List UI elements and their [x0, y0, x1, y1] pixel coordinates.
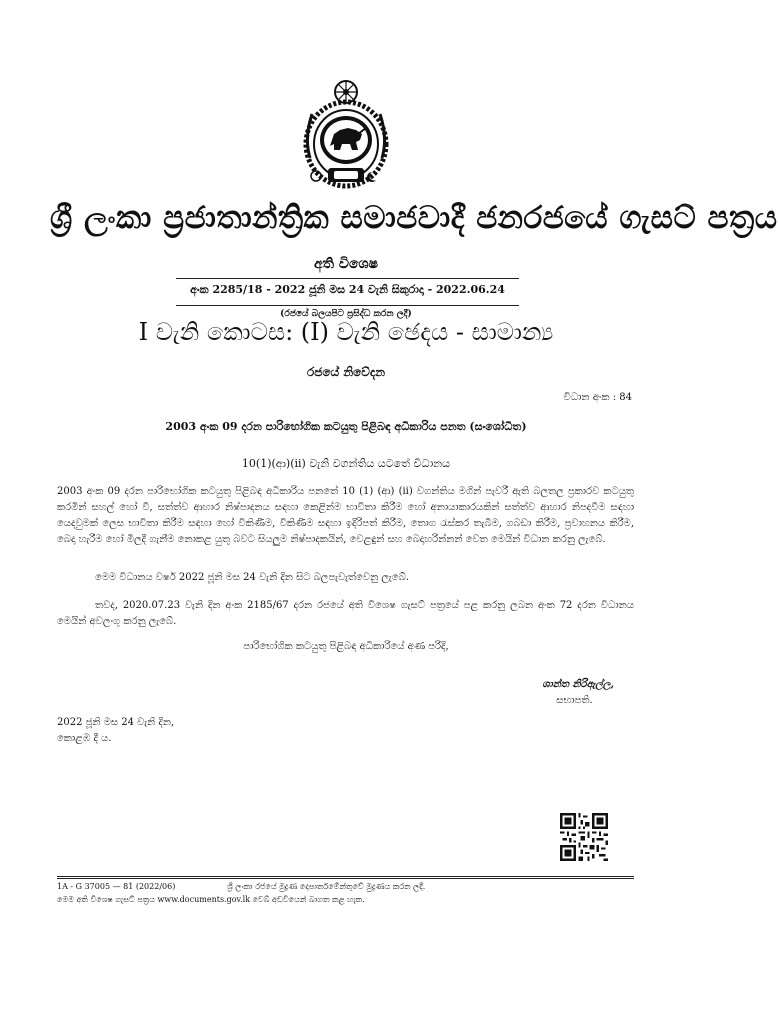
part-title: I වැනි කොටස: (I) වැනි ඡෙදය - සාමාන්‍ය — [138, 318, 554, 346]
section-reference: 10(1)(ආ)(ii) වැනි වගන්තිය යටතේ විධානය — [241, 457, 451, 470]
notice-paragraph-1: 2003 අංක 09 දරන පාරිභෝගික කටයුතු පිළිබඳ අධිකාරිය පනතේ 10 (1) (ආ) (ii) වගන්තිය මගින් පැවරී ඇති බලතල ප්‍රකාරව කටයුතු කරමින් සහල් හෝ වී, සත්ත්ව ආහාර නිෂ්පාදනය සඳහා කෙළින්ම භාවිතා කිරීම හෝ අනායාකාරයකින් සත්ත්ව ආහාර නිපදවීම සඳහා යෙදවුමක් ලෙස භාවිතා කිරීම සඳහා හෝ විකිණීම, විකිණීම සඳහා ඉදිරිපත් කිරීම, තොග රැස්කර තැබීම, ගබඩා කිරීම, ප්‍රවාහනය කිරීම, බෙදා හැරීම හෝ මිලදී ගැනීම නොකළ යුතු බවට සියලුම නිෂ්පාදකයින්, වෙළඳුන් සහ බෙදාහරින්නන් වෙත මෙයින් විධාන කරනු ලැබේ. — [57, 486, 634, 545]
sri-lanka-emblem-icon — [300, 78, 392, 194]
footer-divider — [57, 878, 634, 879]
signatory-title: සභාපති. — [556, 695, 593, 706]
signatory-name: ශාන්ත නිරිඇල්ල, — [542, 679, 614, 690]
regulation-number: විධාන අංක : 84 — [563, 392, 632, 403]
published-by-authority: (රජයේ බලයපිට ප්‍රසිද්ධ කරන ලදී) — [280, 309, 412, 319]
section-heading: රජයේ නිවේදන — [307, 365, 385, 379]
notice-paragraph-2: මෙම විධානය වර්ෂ 2022 ජූනි මස 24 වැනි දින සිට බලපැවැත්වෙනු ලැබේ. — [95, 572, 409, 583]
issue-number-date: අංක 2285/18 - 2022 ජූනි මස 24 වැනි සිකුරාදා - 2022.06.24 — [190, 283, 505, 296]
footer-download-note: මෙම අති විශෙෂ ගැසට් පත්‍රය www.documents.gov.lk වෙබ් අඩවියෙන් බාගත කළ හැක. — [57, 895, 365, 904]
by-order-line: පාරිභෝගික කටයුතු පිළිබඳ අධිකාරියේ අණ පරිදි, — [243, 641, 449, 652]
extraordinary-label: අති විශෙෂ — [314, 256, 378, 272]
notice-paragraph-3: තවද, 2020.07.23 වැනි දින අංක 2185/67 දරන රජයේ අති විශෙෂ ගැසට් පත්‍රයේ පළ කරනු ලබන අංක 72 දරන විධානය මෙයින් අවලංගු කරනු ලැබේ. — [57, 600, 634, 627]
place-line: කොළඹ දී ය. — [57, 733, 112, 744]
signatory-block — [542, 677, 614, 709]
act-title: 2003 අංක 09 දරන පාරිභෝගික කටයුතු පිළිබඳ අධිකාරිය පනත (සංශෝධිත) — [165, 420, 527, 433]
divider — [176, 278, 519, 279]
qr-code-icon — [560, 813, 608, 861]
divider — [176, 305, 519, 306]
footer-code: 1A - G 37005 — 81 (2022/06) — [57, 882, 176, 891]
footer-divider — [57, 876, 634, 877]
date-line: 2022 ජූනි මස 24 වැනි දින, — [57, 717, 175, 728]
date-place-block — [57, 715, 174, 747]
gazette-masthead: ශ්‍රී ලංකා ප්‍රජාතාන්ත්‍රික සමාජවාදී ජනරජයේ ගැසට් පත්‍රය — [50, 200, 778, 236]
footer-printed-by: ශ්‍රී ලංකා රජයේ මුද්‍රණ දෙපාර්තමේන්තුවේ මුද්‍රණය කරන ලදී. — [227, 882, 426, 891]
